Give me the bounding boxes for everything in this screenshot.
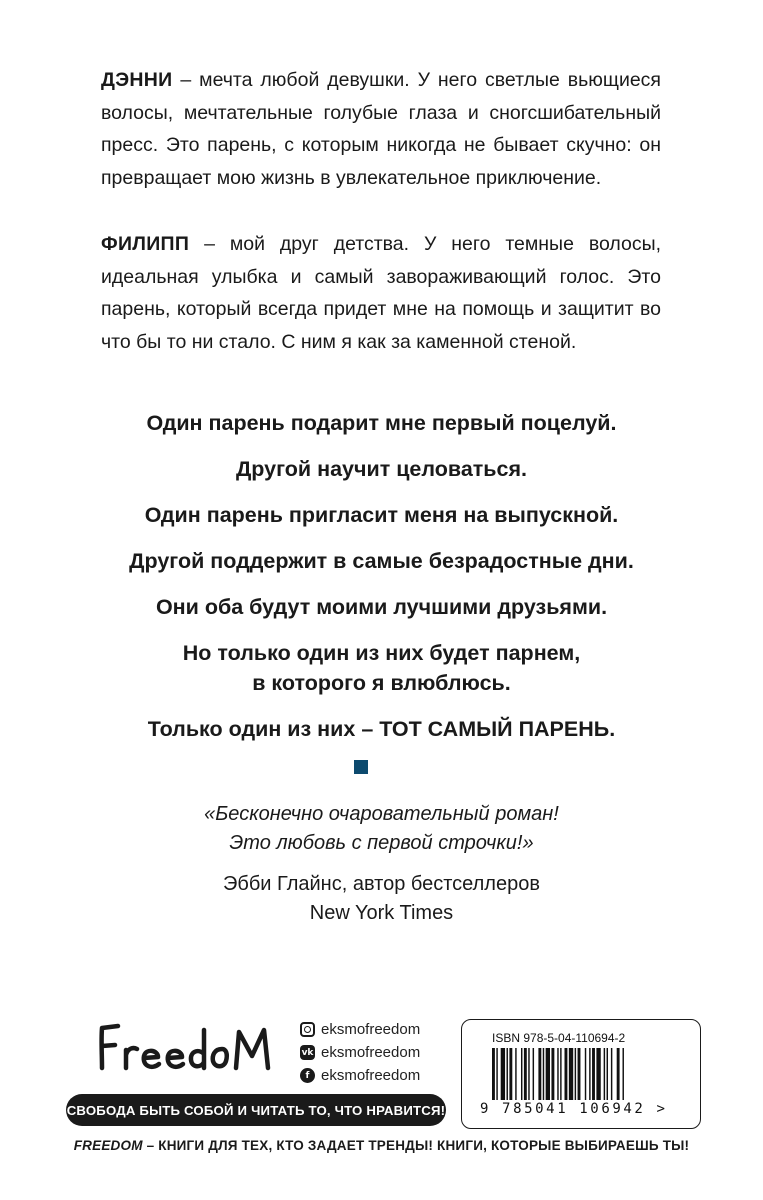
tagline: Один парень подарит мне первый поцелуй. (146, 411, 617, 435)
attribution-line: Эбби Глайнс, автор бестселлеров (223, 873, 540, 895)
intro-filipp-text: – мой друг детства. У него темные волосы, идеальная улыбка и самый завораживающий голос. Это парень, который всегда придет мне на помощь и защитит во что бы то ни стало. С ним я как за каменной стеной. (101, 233, 661, 353)
taglines (0, 408, 763, 760)
quote-line: Это любовь с первой строчки!» (229, 832, 534, 854)
tagline: Они оба будут моими лучшими друзьями. (155, 595, 608, 619)
vk-icon: vk (300, 1045, 315, 1060)
social-link-vk[interactable] (300, 1041, 420, 1064)
social-handle: eksmofreedom (321, 1044, 421, 1061)
quote-line: «Бесконечно очаровательный роман! (204, 803, 559, 825)
review-quote (0, 800, 763, 858)
instagram-icon (300, 1022, 315, 1037)
separator-square (354, 760, 368, 774)
social-handle: eksmofreedom (321, 1067, 421, 1084)
tagline: Другой поддержит в самые безрадостные дни. (129, 549, 634, 573)
slogan-text: СВОБОДА БЫТЬ СОБОЙ И ЧИТАТЬ ТО, ЧТО НРАВИТСЯ! (66, 1102, 446, 1118)
tagline: Один парень пригласит меня на выпускной. (144, 503, 619, 527)
facebook-icon: f (300, 1068, 315, 1083)
intro-filipp (101, 228, 661, 358)
social-link-facebook[interactable] (300, 1064, 420, 1087)
character-name-danny: ДЭННИ (101, 69, 173, 91)
footer-brand: FREEDOM (73, 1138, 143, 1153)
barcode-bars (492, 1048, 672, 1100)
barcode-box (461, 1019, 701, 1129)
tagline: Другой научит целоваться. (235, 457, 528, 481)
social-links (300, 1018, 420, 1087)
social-handle: eksmofreedom (321, 1021, 421, 1038)
intro-danny (101, 64, 661, 194)
quote-attribution (0, 870, 763, 928)
tagline: Но только один из них будет парнем, в которого я влюблюсь. (182, 641, 581, 695)
freedom-logo (96, 1022, 274, 1072)
intro-danny-text: – мечта любой девушки. У него светлые вьющиеся волосы, мечтательные голубые глаза и сногсшибательный пресс. Это парень, с которым никогда не бывает скучно: он превращает мою жизнь в увлекательное приключение. (101, 69, 661, 189)
isbn-number: ISBN 978-5-04-110694-2 (492, 1031, 626, 1045)
footer-text: – КНИГИ ДЛЯ ТЕХ, КТО ЗАДАЕТ ТРЕНДЫ! КНИГИ, КОТОРЫЕ ВЫБИРАЕШЬ ТЫ! (142, 1138, 690, 1153)
character-name-filipp: ФИЛИПП (101, 233, 190, 255)
footer-tagline (0, 1138, 763, 1153)
social-link-instagram[interactable] (300, 1018, 420, 1041)
slogan-banner (66, 1094, 446, 1126)
attribution-line: New York Times (309, 902, 454, 924)
tagline: Только один из них – ТОТ САМЫЙ ПАРЕНЬ. (147, 717, 616, 741)
barcode-digits: 9 785041 106942 > (480, 1101, 668, 1117)
